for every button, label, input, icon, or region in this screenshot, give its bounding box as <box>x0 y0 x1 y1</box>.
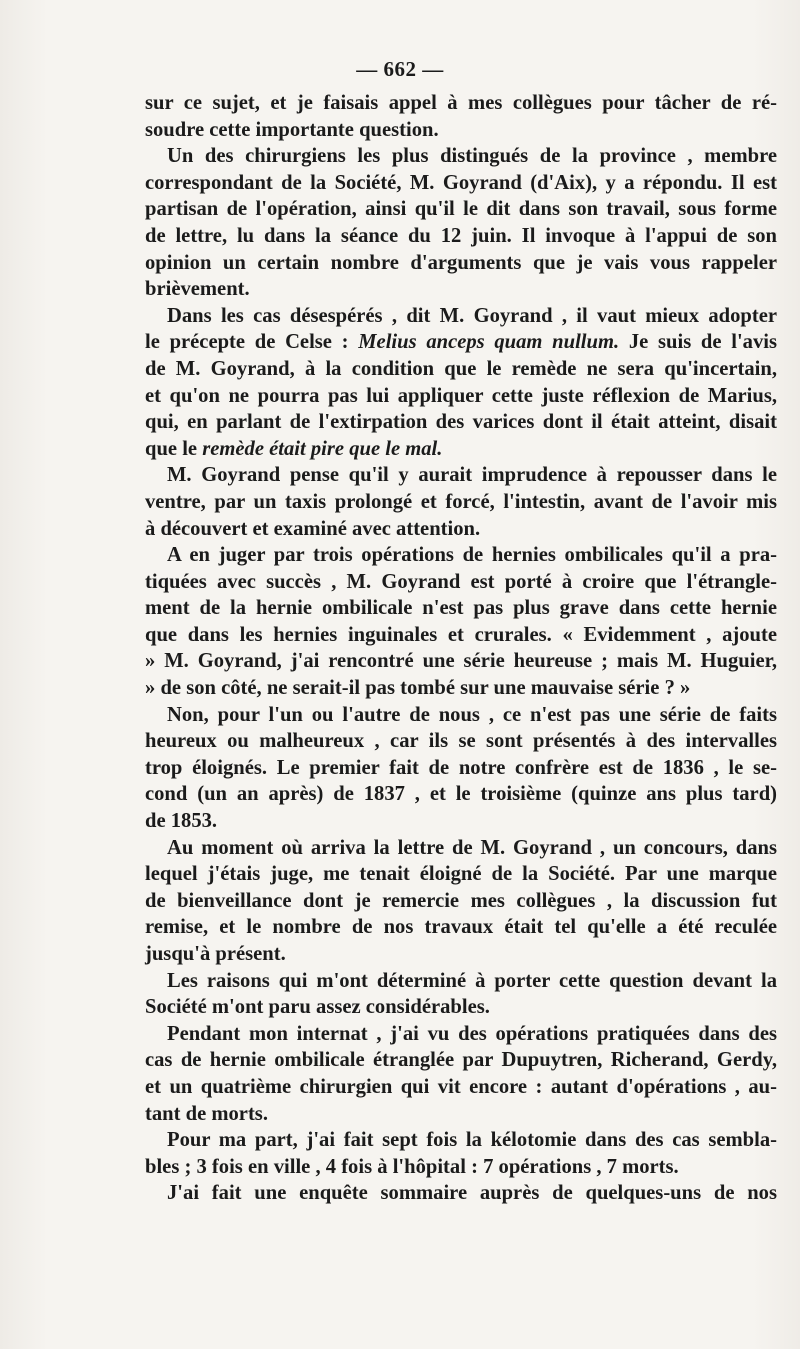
text-line: ment de la hernie ombilicale n'est pas plus grave dans cette hernie <box>145 597 777 620</box>
text-line: qui, en parlant de l'extirpation des varices dont il était atteint, disait <box>145 411 777 434</box>
text-line: A en juger par trois opérations de hernies ombilicales qu'il a pra- <box>167 544 777 567</box>
italic-quote: Melius anceps quam nullum. <box>358 331 620 354</box>
text-line: sur ce sujet, et je faisais appel à mes collègues pour tâcher de ré- <box>145 92 777 114</box>
italic-quote: remède était pire que le mal. <box>202 437 443 460</box>
text-line: remise, et le nombre de nos travaux était tel qu'elle a été reculée <box>145 916 777 939</box>
text-line: jusqu'à présent. <box>145 943 286 965</box>
text-line: J'ai fait une enquête sommaire auprès de quelques-uns de nos <box>167 1182 777 1205</box>
body-text <box>145 90 777 1207</box>
text-line: tant de morts. <box>145 1102 268 1125</box>
text-line: Un des chirurgiens les plus distingués de la province , membre <box>167 145 777 168</box>
text-line: cas de hernie ombilicale étranglée par Dupuytren, Richerand, Gerdy, <box>145 1049 777 1072</box>
text-line: de lettre, lu dans la séance du 12 juin. Il invoque à l'appui de son <box>145 224 777 247</box>
text-line: Dans les cas désespérés , dit M. Goyrand , il vaut mieux adopter <box>167 304 777 327</box>
text-line: Pour ma part, j'ai fait sept fois la kélotomie dans des cas sembla- <box>167 1129 777 1152</box>
text-line: opinion un certain nombre d'arguments que je vais vous rappeler <box>145 251 777 274</box>
text-line: M. Goyrand pense qu'il y aurait imprudence à repousser dans le <box>167 464 777 487</box>
text-line <box>145 436 777 463</box>
text-line: » M. Goyrand, j'ai rencontré une série heureuse ; mais M. Huguier, <box>145 650 777 673</box>
text-segment: que le <box>145 437 203 460</box>
text-line: ventre, par un taxis prolongé et forcé, l'intestin, avant de l'avoir mis <box>145 490 777 513</box>
text-line: et un quatrième chirurgien qui vit encore : autant d'opérations , au- <box>145 1075 777 1098</box>
text-line: » de son côté, ne serait-il pas tombé sur une mauvaise série ? » <box>145 677 691 700</box>
text-line: tiquées avec succès , M. Goyrand est porté à croire que l'étrangle- <box>145 570 777 593</box>
text-line: Pendant mon internat , j'ai vu des opérations pratiquées dans des <box>167 1022 777 1045</box>
text-line: de M. Goyrand, à la condition que le remède ne sera qu'incertain, <box>145 357 777 380</box>
text-line: soudre cette importante question. <box>145 118 439 141</box>
text-line: trop éloignés. Le premier fait de notre confrère est de 1836 , le se- <box>145 756 777 779</box>
text-line: heureux ou malheureux , car ils se sont présentés à des intervalles <box>145 730 777 753</box>
text-line: cond (un an après) de 1837 , et le troisième (quinze ans plus tard) <box>145 783 777 806</box>
text-line: Au moment où arriva la lettre de M. Goyrand , un concours, dans <box>167 836 777 859</box>
text-line: Société m'ont paru assez considérables. <box>145 996 490 1019</box>
text-line: et qu'on ne pourra pas lui appliquer cette juste réflexion de Marius, <box>145 384 777 407</box>
text-line: correspondant de la Société, M. Goyrand (d'Aix), y a répondu. Il est <box>145 171 777 194</box>
text-line: à découvert et examiné avec attention. <box>145 517 481 540</box>
text-line: Non, pour l'un ou l'autre de nous , ce n'est pas une série de faits <box>167 703 777 726</box>
text-line <box>145 329 777 356</box>
text-segment: le précepte de Celse : <box>145 331 359 354</box>
text-line: de 1853. <box>145 810 218 833</box>
text-line: de bienveillance dont je remercie mes collègues , la discussion fut <box>145 889 777 912</box>
text-line: Les raisons qui m'ont déterminé à porter cette question devant la <box>167 969 777 992</box>
text-line: bles ; 3 fois en ville , 4 fois à l'hôpital : 7 opérations , 7 morts. <box>145 1155 679 1178</box>
text-line: lequel j'étais juge, me tenait éloigné de la Société. Par une marque <box>145 863 777 886</box>
text-line: partisan de l'opération, ainsi qu'il le dit dans son travail, sous forme <box>145 198 777 221</box>
text-line: brièvement. <box>145 278 250 301</box>
page-number: — 662 — <box>356 57 444 81</box>
text-segment: Je suis de l'avis <box>619 331 778 354</box>
text-line: que dans les hernies inguinales et crurales. « Evidemment , ajoute <box>145 623 777 646</box>
